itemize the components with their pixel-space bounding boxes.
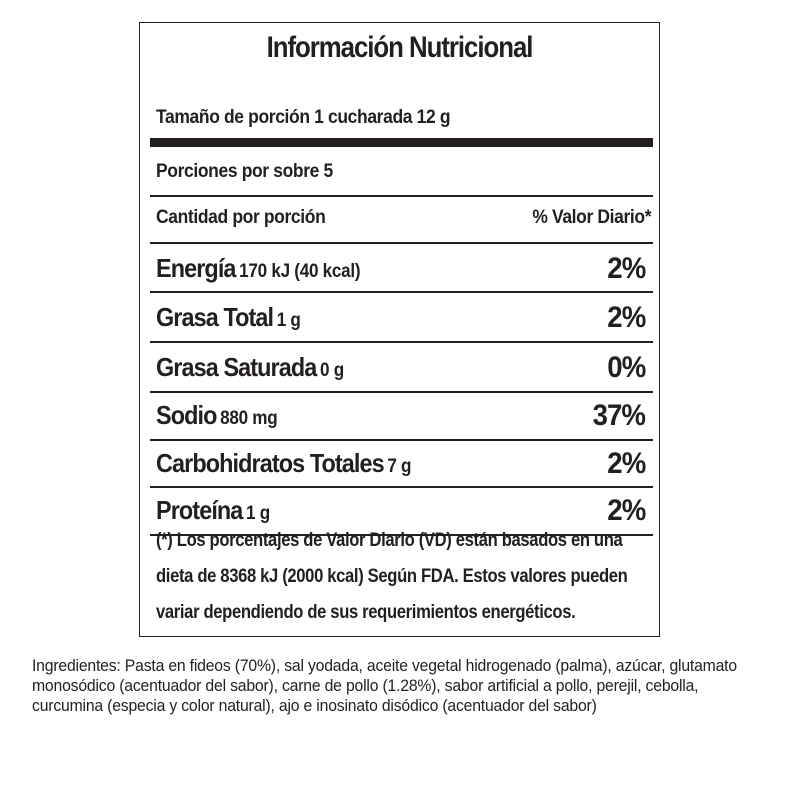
nutrient-amount: 170 kJ (40 kcal) [239,261,361,282]
nutrient-daily-value: 2% [606,494,645,527]
nutrient-name: Carbohidratos Totales [156,448,384,478]
nutrient-amount: 7 g [387,456,412,477]
daily-value-header: % Valor Diario* [532,207,651,228]
divider [150,341,653,343]
nutrient-amount: 1 g [246,503,270,524]
nutrient-amount: 0 g [319,360,344,381]
nutrient-amount: 880 mg [220,408,278,429]
amount-per-serving: Cantidad por porción [156,207,326,228]
servings-per-container: Porciones por sobre 5 [156,161,333,182]
divider [150,291,653,293]
thick-divider [150,138,653,147]
nutrient-daily-value: 0% [606,351,645,384]
divider [150,195,653,197]
ingredients-list: Ingredientes: Pasta en fideos (70%), sal yodada, aceite vegetal hidrogenado (palma), azúcar, glutamato monosódico (acentuador del sabor), carne de pollo (1.28%), sabor artificial a pollo, perejil, cebolla, curcumina (especia y color natural), ajo e inosinato disódico (acentuador del sabor) [32,657,737,715]
nutrient-daily-value: 2% [606,301,645,334]
nutrient-row-total-fat [156,297,645,337]
nutrient-row-sodium [156,395,645,435]
panel-title: Información Nutricional [266,31,533,64]
nutrient-name: Proteína [156,495,243,525]
nutrient-name: Sodio [156,400,217,430]
divider [150,391,653,393]
nutrient-row-saturated-fat [156,347,645,387]
nutrient-amount: 1 g [276,310,301,331]
nutrient-daily-value: 37% [592,399,645,432]
serving-size: Tamaño de porción 1 cucharada 12 g [156,107,451,128]
nutrient-name: Grasa Total [156,302,274,332]
nutrient-name: Energía [156,253,236,283]
nutrient-daily-value: 2% [606,447,645,480]
nutrient-name: Grasa Saturada [156,352,317,382]
nutrition-facts-panel [139,22,660,637]
nutrient-daily-value: 2% [606,252,645,285]
nutrient-row-total-carbs [156,443,645,483]
divider [150,486,653,488]
daily-value-footnote: (*) Los porcentajes de Valor Diario (VD) están basados en una dieta de 8368 kJ (2000 kcal) Según FDA. Estos valores pueden variar dependiendo de sus requerimientos energéticos. [156,530,628,623]
divider [150,242,653,244]
divider [150,439,653,441]
nutrient-row-energy [156,248,645,288]
